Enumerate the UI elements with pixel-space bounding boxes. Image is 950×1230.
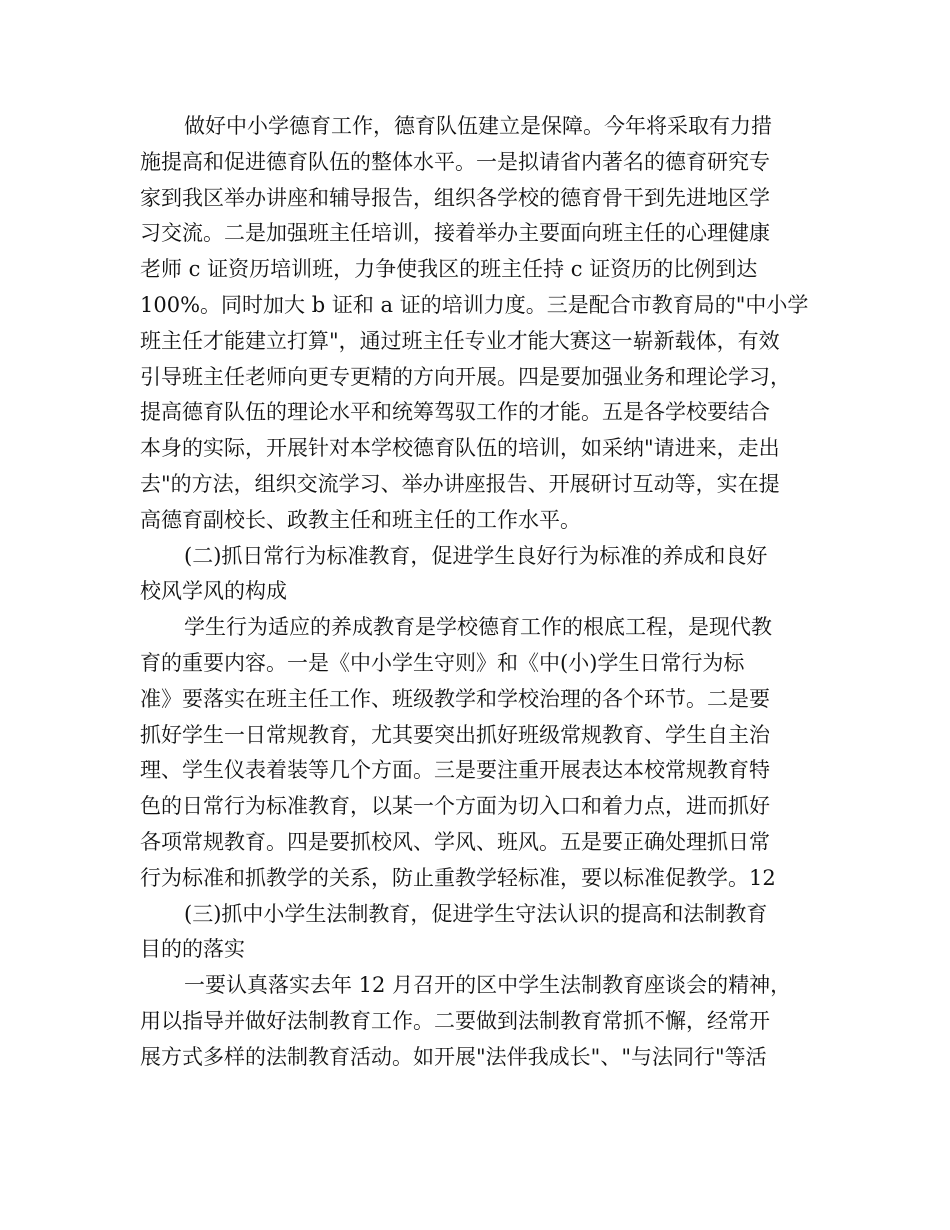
text-line: 本身的实际，开展针对本学校德育队伍的培训，如采纳"请进来，走出	[140, 436, 780, 461]
text-line: 理、学生仪表着装等几个方面。三是要注重开展表达本校常规教育特	[140, 758, 770, 783]
paragraph-first-line: (二)抓日常行为标准教育，促进学生良好行为标准的养成和良好	[184, 543, 768, 568]
text-line: 高德育副校长、政教主任和班主任的工作水平。	[140, 507, 581, 532]
text-line: 准》要落实在班主任工作、班级教学和学校治理的各个环节。二是要	[140, 686, 770, 711]
text-line: 提高德育队伍的理论水平和统筹驾驭工作的才能。五是各学校要结合	[140, 400, 770, 425]
text-line: 用以指导并做好法制教育工作。二要做到法制教育常抓不懈，经常开	[140, 1008, 770, 1033]
text-line: 施提高和促进德育队伍的整体水平。一是拟请省内著名的德育研究专	[140, 149, 770, 174]
paragraph-first-line: (三)抓中小学生法制教育，促进学生守法认识的提高和法制教育	[184, 901, 768, 926]
paragraph-first-line: 做好中小学德育工作，德育队伍建立是保障。今年将采取有力措	[184, 114, 772, 138]
text-line: 班主任才能建立打算"，通过班主任专业才能大赛这一崭新载体，有效	[140, 328, 780, 353]
text-line: 各项常规教育。四是要抓校风、学风、班风。五是要正确处理抓日常	[140, 829, 770, 854]
document-body	[140, 109, 812, 1076]
text-line: 校风学风的构成	[140, 579, 287, 604]
text-line: 色的日常行为标准教育，以某一个方面为切入口和着力点，进而抓好	[140, 794, 770, 819]
text-line: 家到我区举办讲座和辅导报告，组织各学校的德育骨干到先进地区学	[140, 185, 770, 210]
text-line: 老师 c 证资历培训班，力争使我区的班主任持 c 证资历的比例到达	[140, 257, 758, 282]
paragraph-first-line: 一要认真落实去年 12 月召开的区中学生法制教育座谈会的精神，	[184, 973, 792, 998]
text-line: 行为标准和抓教学的关系，防止重教学轻标准，要以标准促教学。12	[140, 865, 776, 890]
text-line: 抓好学生一日常规教育，尤其要突出抓好班级常规教育、学生自主治	[140, 722, 770, 747]
text-line: 目的的落实	[140, 937, 245, 962]
paragraph-first-line: 学生行为适应的养成教育是学校德育工作的根底工程，是现代教	[184, 615, 772, 640]
text-line: 引导班主任老师向更专更精的方向开展。四是要加强业务和理论学习，	[140, 364, 791, 389]
text-line: 习交流。二是加强班主任培训，接着举办主要面向班主任的心理健康	[140, 221, 770, 246]
text-line: 展方式多样的法制教育活动。如开展"法伴我成长"、"与法同行"等活	[140, 1044, 767, 1069]
text-line: 去"的方法，组织交流学习、举办讲座报告、开展研讨互动等，实在提	[140, 471, 780, 496]
text-line: 育的重要内容。一是《中小学生守则》和《中(小)学生日常行为标	[140, 650, 745, 675]
text-line: 100%。同时加大 b 证和 a 证的培训力度。三是配合市教育局的"中小学	[140, 292, 809, 317]
